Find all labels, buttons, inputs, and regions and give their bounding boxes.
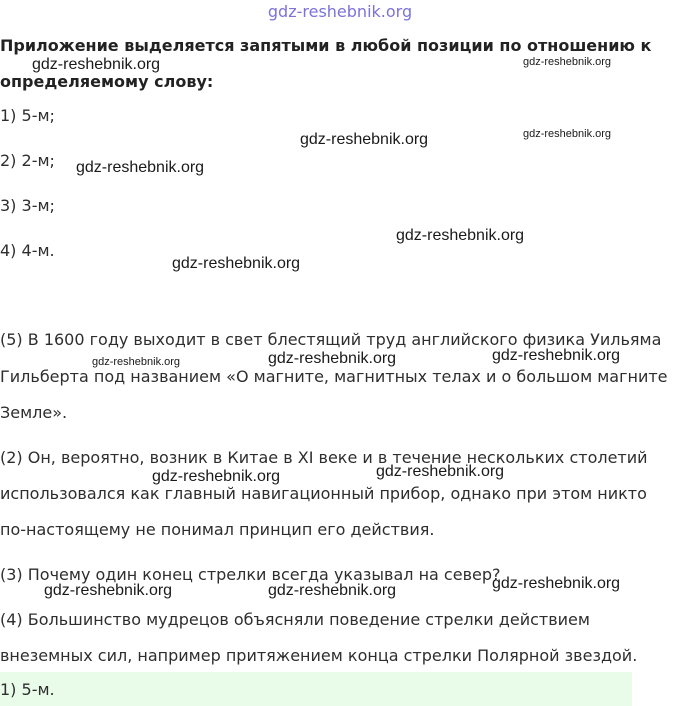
- option-3: 3) 3-м;: [0, 196, 55, 215]
- passage-s5-line-2: Гильберта под названием «О магните, магнитных телах и о большом магните: [0, 367, 668, 386]
- question-line-2: определяемому слову:: [0, 72, 214, 91]
- passage-s5-line-3: Земле».: [0, 403, 68, 422]
- watermark-1: gdz-reshebnik.org: [32, 56, 161, 73]
- question-line-1: Приложение выделяется запятыми в любой позиции по отношению к: [0, 36, 652, 55]
- passage-s2-line-3: по-настоящему не понимал принцип его действия.: [0, 520, 435, 539]
- passage-s2-line-1: (2) Он, вероятно, возник в Китае в XI веке и в течение нескольких столетий: [0, 448, 648, 467]
- passage-s4-line-2: внеземных сил, например притяжением конца стрелки Полярной звездой.: [0, 646, 638, 665]
- watermark-15: gdz-reshebnik.org: [492, 575, 621, 592]
- option-2: 2) 2-м;: [0, 151, 55, 170]
- passage-s2-line-2: использовался как главный навигационный прибор, однако при этом никто: [0, 484, 647, 503]
- watermark-11: gdz-reshebnik.org: [152, 468, 281, 485]
- watermark-13: gdz-reshebnik.org: [44, 582, 173, 599]
- watermark-5: gdz-reshebnik.org: [76, 159, 205, 176]
- answer-highlight: [0, 672, 632, 706]
- option-1: 1) 5-м;: [0, 106, 55, 125]
- watermark-2: gdz-reshebnik.org: [523, 56, 612, 68]
- watermark-8: gdz-reshebnik.org: [92, 356, 181, 368]
- watermark-3: gdz-reshebnik.org: [300, 131, 429, 148]
- watermark-6: gdz-reshebnik.org: [396, 227, 525, 244]
- passage-s4-line-1: (4) Большинство мудрецов объясняли поведение стрелки действием: [0, 610, 590, 629]
- watermark-10: gdz-reshebnik.org: [492, 347, 621, 364]
- watermark-9: gdz-reshebnik.org: [268, 350, 397, 367]
- passage-s3-line-1: (3) Почему один конец стрелки всегда указывал на север?: [0, 565, 501, 584]
- answer-text: 1) 5-м.: [0, 680, 55, 699]
- watermark-4: gdz-reshebnik.org: [523, 128, 612, 140]
- option-4: 4) 4-м.: [0, 241, 55, 260]
- site-watermark-header: gdz-reshebnik.org: [267, 2, 413, 21]
- watermark-12: gdz-reshebnik.org: [376, 463, 505, 480]
- watermark-14: gdz-reshebnik.org: [268, 582, 397, 599]
- passage-s5-line-1: (5) В 1600 году выходит в свет блестящий труд английского физика Уильяма: [0, 330, 662, 349]
- watermark-7: gdz-reshebnik.org: [172, 255, 301, 272]
